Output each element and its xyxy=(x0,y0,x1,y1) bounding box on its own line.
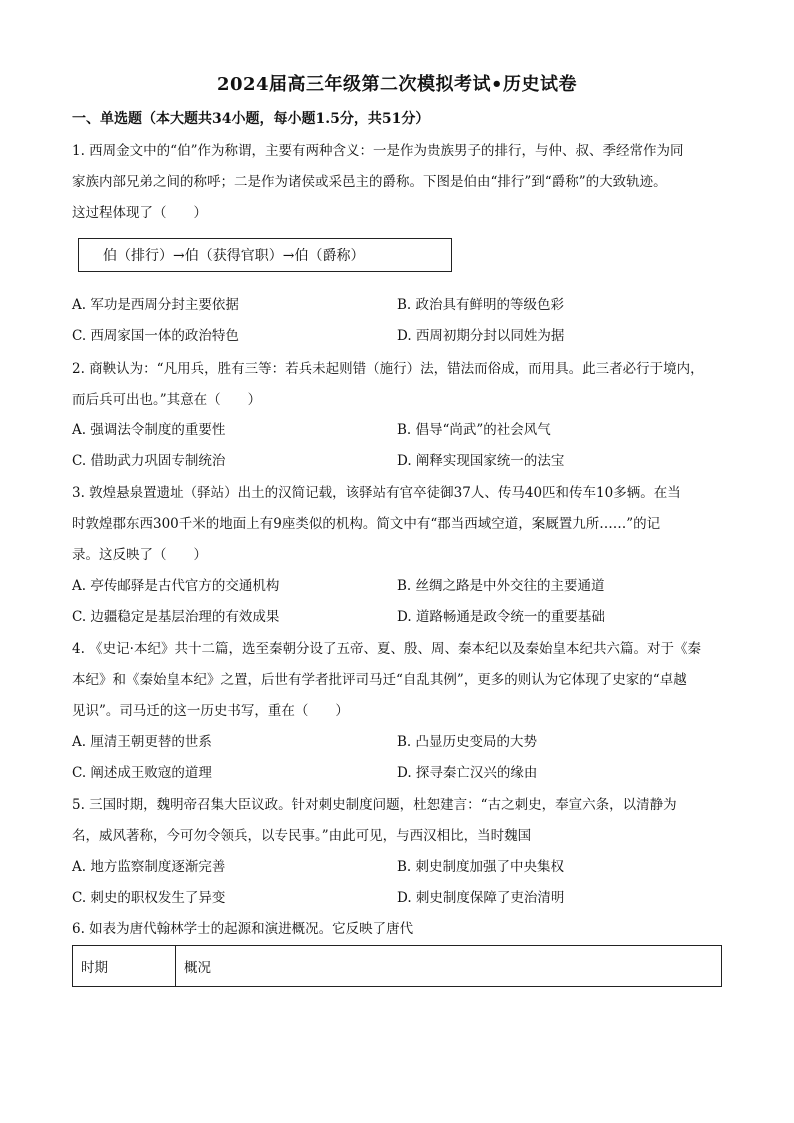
question-2-line-1: 2. 商鞅认为：“凡用兵，胜有三等：若兵未起则错（施行）法，错法而俗成，而用具。此三者必行于境内， xyxy=(72,361,704,377)
question-3-line-3: 录。这反映了（ ） xyxy=(72,547,207,563)
q4-option-a: A. 厘清王朝更替的世系 xyxy=(72,734,212,750)
q4-option-d: D. 探寻秦亡汉兴的缘由 xyxy=(397,765,538,781)
question-6-line-1: 6. 如表为唐代翰林学士的起源和演进概况。它反映了唐代 xyxy=(72,921,414,937)
section-heading: 一、单选题（本大题共34小题，每小题1.5分，共51分） xyxy=(72,111,430,127)
question-5 xyxy=(72,790,730,852)
table-header-period: 时期 xyxy=(73,946,176,987)
q4-option-b: B. 凸显历史变局的大势 xyxy=(397,734,538,750)
q2-option-a: A. 强调法令制度的重要性 xyxy=(72,422,226,438)
question-4-line-3: 见识”。司马迁的这一历史书写，重在（ ） xyxy=(72,703,349,719)
q2-option-d: D. 阐释实现国家统一的法宝 xyxy=(397,453,565,469)
question-4 xyxy=(72,634,730,727)
q5-option-a: A. 地方监察制度逐渐完善 xyxy=(72,859,226,875)
question-5-line-1: 5. 三国时期，魏明帝召集大臣议政。针对刺史制度问题，杜恕建言：“古之刺史，奉宣六条，以清静为 xyxy=(72,797,677,813)
q3-option-c: C. 边疆稳定是基层治理的有效成果 xyxy=(72,609,280,625)
q3-option-b: B. 丝绸之路是中外交往的主要通道 xyxy=(397,578,605,594)
q2-option-b: B. 倡导“尚武”的社会风气 xyxy=(397,422,551,438)
evolution-flow-text: 伯（排行）→伯（获得官职）→伯（爵称） xyxy=(103,248,365,264)
q5-option-c: C. 刺史的职权发生了异变 xyxy=(72,890,226,906)
question-4-line-2: 本纪》和《秦始皇本纪》之置，后世有学者批评司马迁“自乱其例”，更多的则认为它体现了史家的“卓越 xyxy=(72,672,687,688)
q1-option-a: A. 军功是西周分封主要依据 xyxy=(72,297,239,313)
question-4-line-1: 4. 《史记·本纪》共十二篇，选至秦朝分设了五帝、夏、殷、周、秦本纪以及秦始皇本纪共六篇。对于《秦 xyxy=(72,641,701,657)
question-6 xyxy=(72,914,730,945)
q1-option-c: C. 西周家国一体的政治特色 xyxy=(72,328,239,344)
question-1 xyxy=(72,136,730,229)
question-1-line-2: 家族内部兄弟之间的称呼；二是作为诸侯或采邑主的爵称。下图是伯由“排行”到“爵称”的大致轨迹。 xyxy=(72,174,667,190)
exam-title: 2024届高三年级第二次模拟考试•历史试卷 xyxy=(216,74,578,95)
table-header-row xyxy=(73,946,722,987)
evolution-flow-box xyxy=(78,238,452,272)
q5-option-d: D. 刺史制度保障了吏治清明 xyxy=(397,890,565,906)
question-5-line-2: 名，威风著称，今可勿令领兵，以专民事。”由此可见，与西汉相比，当时魏国 xyxy=(72,828,532,844)
question-1-line-3: 这过程体现了（ ） xyxy=(72,205,207,221)
q1-option-d: D. 西周初期分封以同姓为据 xyxy=(397,328,565,344)
question-3 xyxy=(72,478,730,571)
q3-option-a: A. 亭传邮驿是古代官方的交通机构 xyxy=(72,578,280,594)
q1-option-b: B. 政治具有鲜明的等级色彩 xyxy=(397,297,565,313)
q2-option-c: C. 借助武力巩固专制统治 xyxy=(72,453,226,469)
question-3-line-1: 3. 敦煌悬泉置遗址（驿站）出土的汉简记载，该驿站有官卒徒御37人、传马40匹和传车10多辆。在当 xyxy=(72,485,681,501)
question-3-line-2: 时敦煌郡东西300千米的地面上有9座类似的机构。简文中有“郡当西域空道，案厩置九所……”的记 xyxy=(72,516,661,532)
question-1-line-1: 1. 西周金文中的“伯”作为称谓，主要有两种含义：一是作为贵族男子的排行，与仲、叔、季经常作为同 xyxy=(72,143,684,159)
table-header-overview: 概况 xyxy=(176,946,722,987)
q3-option-d: D. 道路畅通是政令统一的重要基础 xyxy=(397,609,605,625)
q4-option-c: C. 阐述成王败寇的道理 xyxy=(72,765,212,781)
q5-option-b: B. 刺史制度加强了中央集权 xyxy=(397,859,565,875)
hanlin-table xyxy=(72,945,722,987)
question-2 xyxy=(72,354,730,416)
question-2-line-2: 而后兵可出也。”其意在（ ） xyxy=(72,392,262,408)
